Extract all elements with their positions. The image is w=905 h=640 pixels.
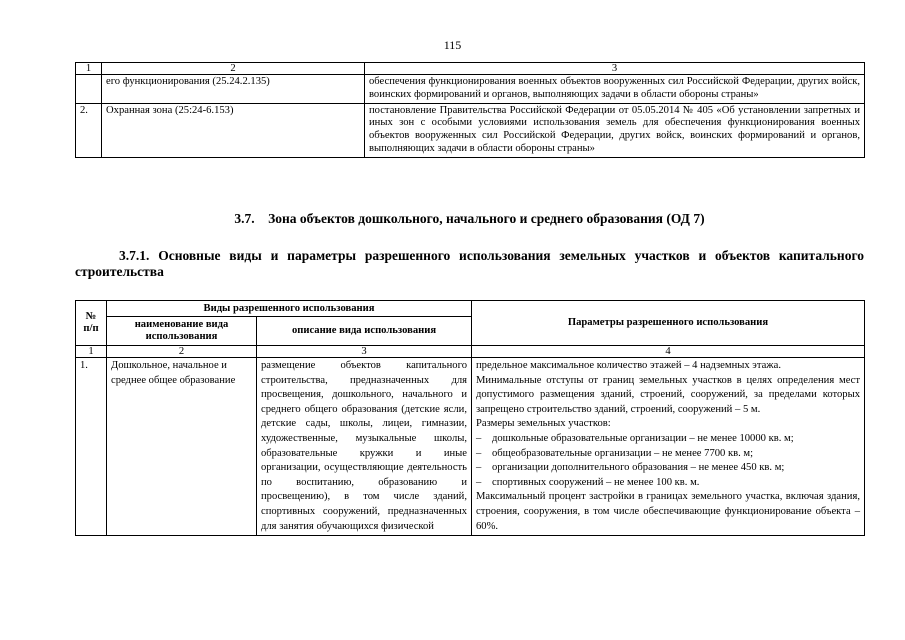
column-number-2: 2 (107, 346, 257, 358)
legal-basis: обеспечения функционирования военных объектов вооруженных сил Российской Федерации, других войск, воинских формирований и органов, выполняющих задачи в области обороны страны» (365, 75, 865, 104)
dash-marker: – (476, 432, 482, 444)
legal-basis: постановление Правительства Российской Федерации от 05.05.2014 № 405 «Об установлении запретных и иных зон с особыми условиями использования земель для обеспечения функционирования военных объектов вооруженных сил Российской Федерации, других войск, воинских формирований и органов, выполняющих задачи в области обороны страны» (365, 103, 865, 157)
page-bottom-margin (0, 578, 905, 640)
column-number-header: № п/п (76, 301, 107, 346)
list-item-text: общеобразовательные организации – не менее 7700 кв. м; (492, 447, 754, 459)
list-item-text: дошкольные образовательные организации – не менее 10000 кв. м; (492, 432, 794, 444)
list-item-text: организации дополнительного образования – не менее 450 кв. м; (492, 462, 785, 474)
dash-marker: – (476, 476, 482, 488)
column-number-3: 3 (365, 63, 865, 75)
list-item (476, 447, 860, 462)
column-number-1: 1 (76, 63, 102, 75)
list-item (476, 461, 860, 476)
column-desc-header: описание вида использования (257, 317, 472, 346)
param-sizes-title: Размеры земельных участков: (476, 418, 611, 430)
table-header-row (76, 63, 865, 75)
use-name: Дошкольное, начальное и среднее общее образование (107, 358, 257, 536)
zone-name: его функционирования (25.24.2.135) (102, 75, 365, 104)
dash-marker: – (476, 462, 482, 474)
dash-marker: – (476, 447, 482, 459)
table-row (76, 75, 865, 104)
column-number-3: 3 (257, 346, 472, 358)
table-header-row (76, 301, 865, 317)
column-name-header: наименование вида использования (107, 317, 257, 346)
list-item (476, 432, 860, 447)
param-coverage: Максимальный процент застройки в границах земельного участка, включая здания, строения, сооружения, в том числе обеспечивающие функционирование объекта – 60%. (476, 491, 860, 532)
page-number: 115 (443, 38, 462, 52)
row-number (76, 75, 102, 104)
use-parameters (472, 358, 865, 536)
table-row (76, 358, 865, 536)
column-number-1: 1 (76, 346, 107, 358)
column-group-header: Виды разрешенного использования (107, 301, 472, 317)
section-heading: 3.7. Зона объектов дошкольного, начального и среднего образования (ОД 7) (234, 211, 705, 226)
list-item (476, 476, 860, 491)
table-row (76, 103, 865, 157)
column-number-4: 4 (472, 346, 865, 358)
param-floors: предельное максимальное количество этажей – 4 надземных этажа. (476, 360, 781, 371)
row-number: 1. (76, 358, 107, 536)
column-params-header: Параметры разрешенного использования (472, 301, 865, 346)
row-number: 2. (76, 103, 102, 157)
permitted-use-table (75, 300, 865, 536)
param-setbacks: Минимальные отступы от границ земельных участков в целях определения мест допустимого размещения зданий, строений, сооружений, за пределами которых запрещено строительство зданий, строений, сооружений – 5 м. (476, 374, 860, 415)
list-item-text: спортивных сооружений – не менее 100 кв. м. (492, 476, 700, 488)
use-description: размещение объектов капитального строительства, предназначенных для просвещения, дошкольного, начального и среднего общего образования (детские ясли, детские сады, школы, лицеи, гимназии, художественные, музыкальные школы, образовательные кружки и иные организации, осуществляющие деятельность по воспитанию, образованию и просвещению), в том числе зданий, спортивных сооружений, предназначенных для занятия обучающихся физической (257, 358, 472, 536)
restrictions-continuation-table (75, 62, 865, 158)
column-numbers-row (76, 346, 865, 358)
zone-name: Охранная зона (25:24-6.153) (102, 103, 365, 157)
subsection-heading: 3.7.1. Основные виды и параметры разрешенного использования земельных участков и объектов капитального строительства (75, 248, 864, 279)
column-number-2: 2 (102, 63, 365, 75)
